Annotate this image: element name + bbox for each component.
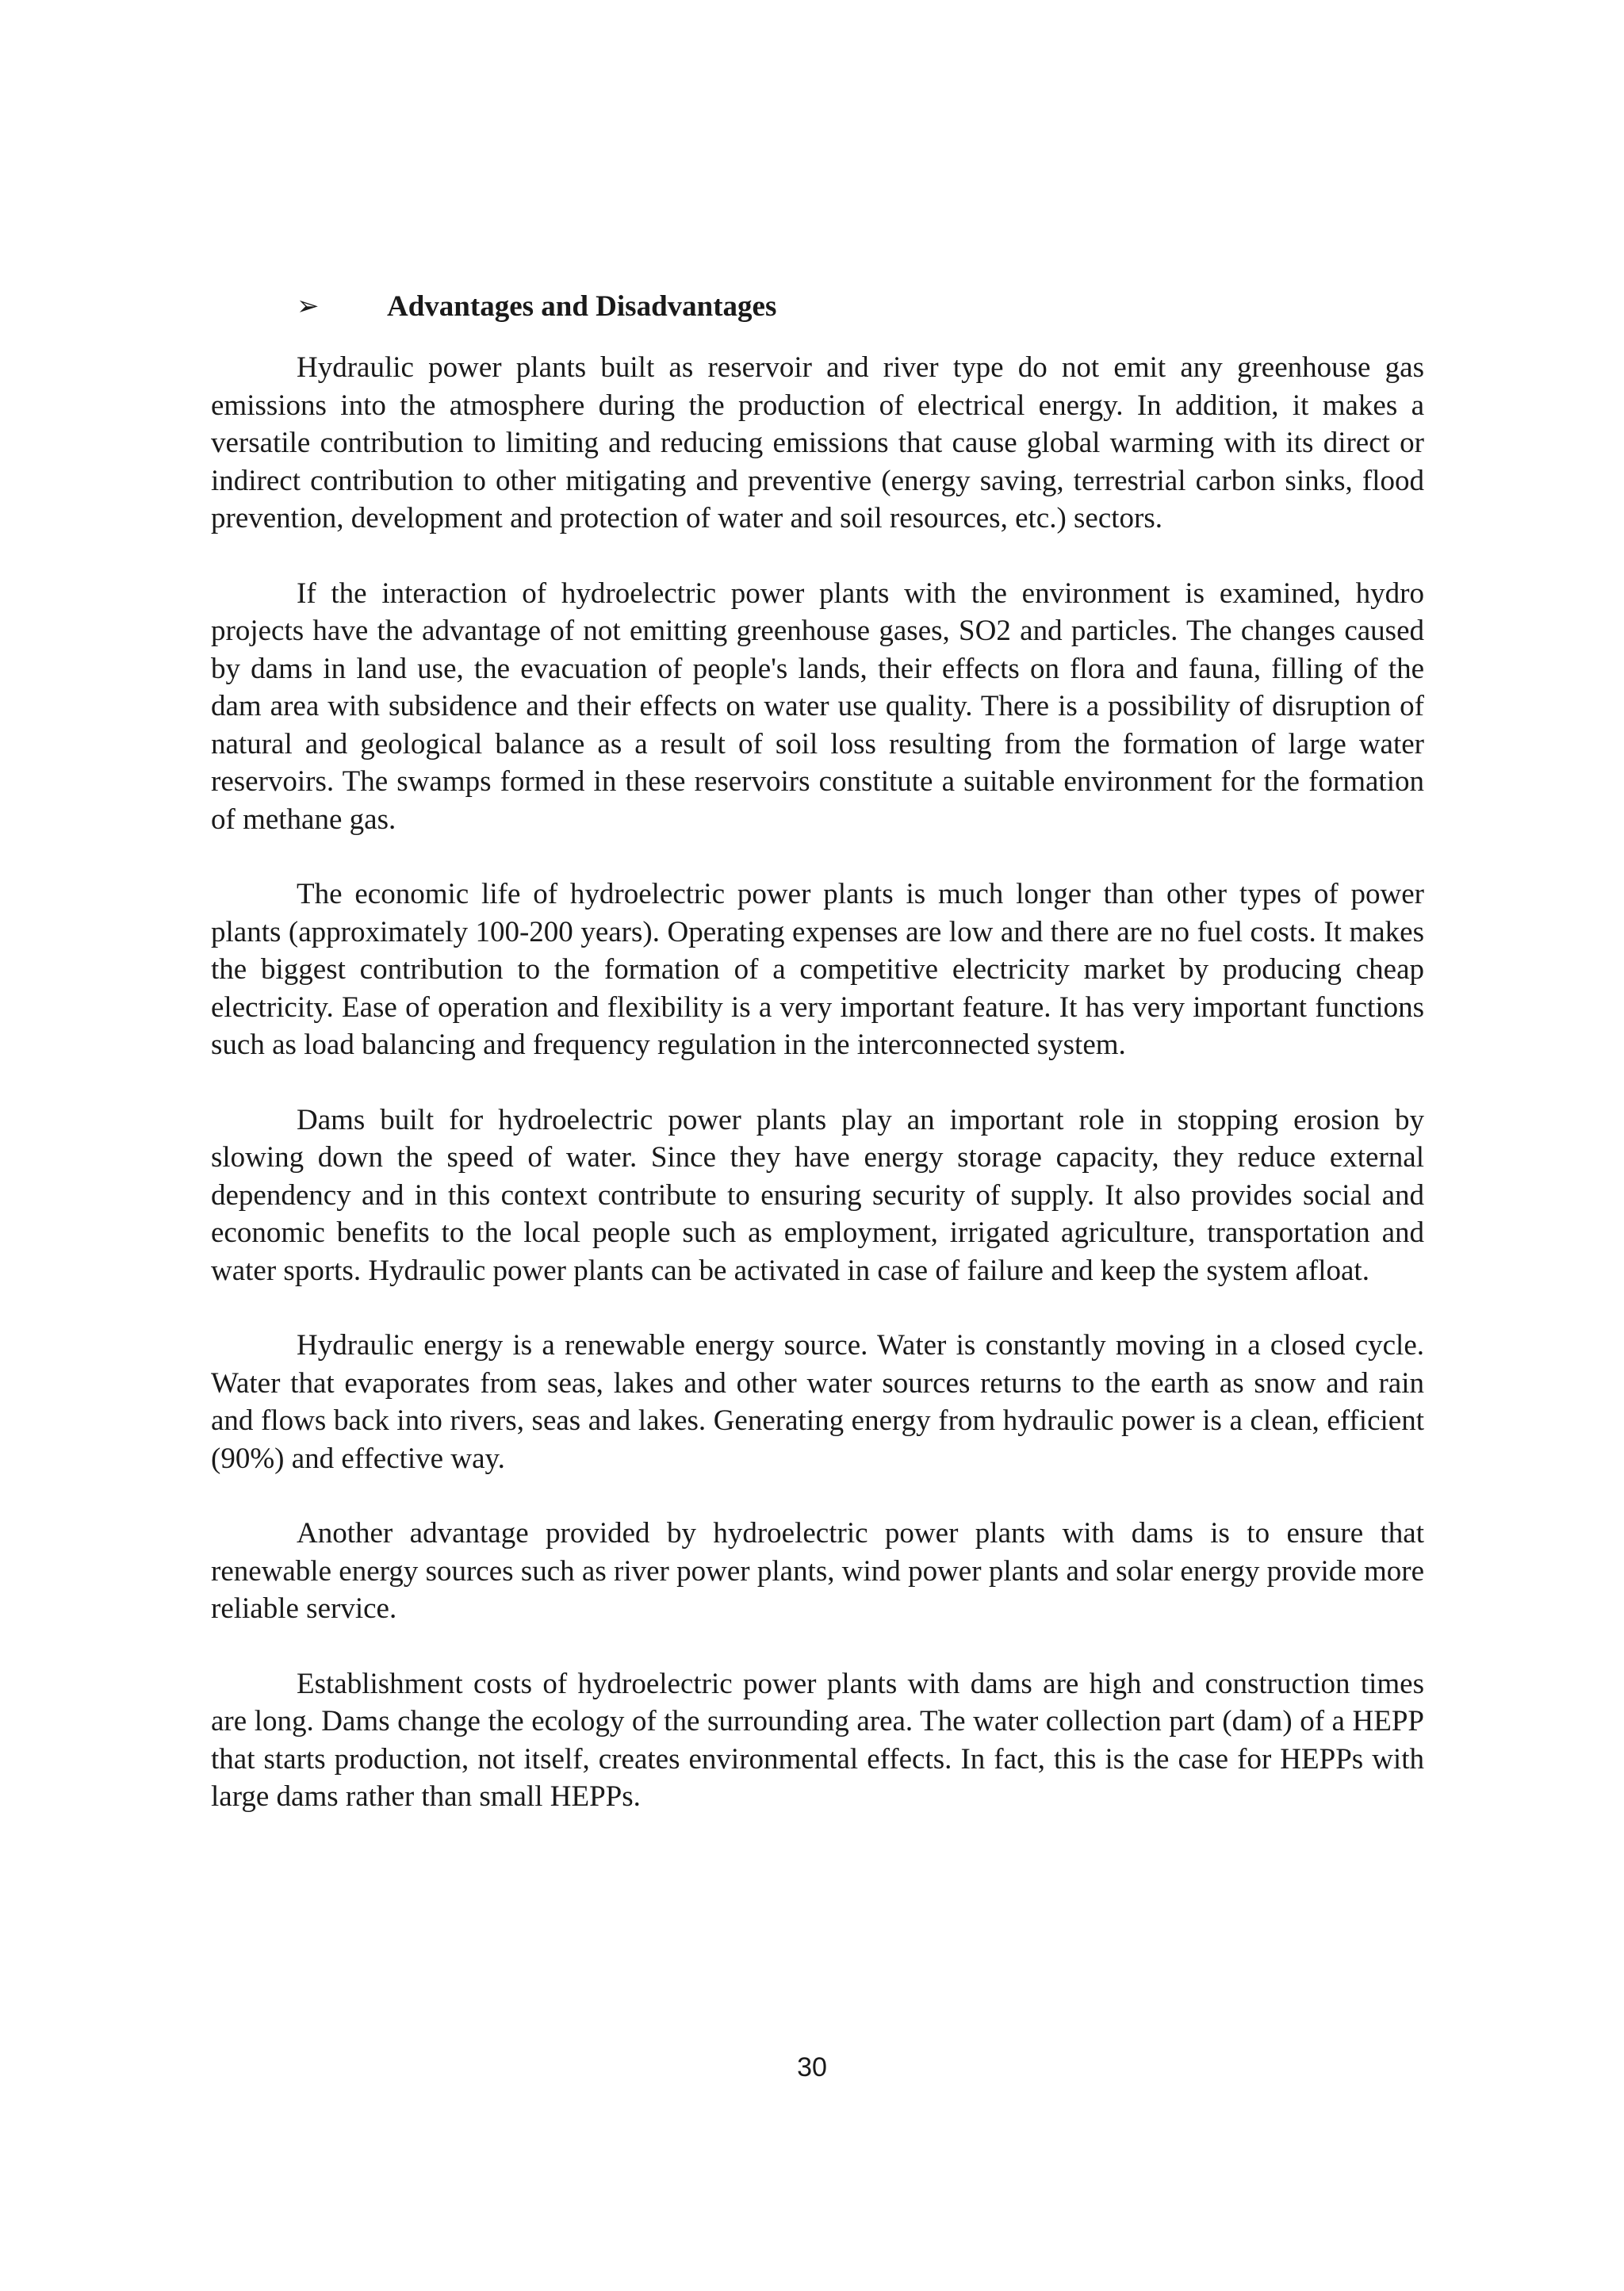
- paragraph-reliable-service: Another advantage provided by hydroelectric power plants with dams is to ensure that renewable energy sources such as river power plants, wind power plants and solar energy provide more reliable service.: [211, 1517, 1424, 1625]
- paragraph-economic-life: The economic life of hydroelectric power plants is much longer than other types of power plants (approximately 100-200 years). Operating expenses are low and there are no fuel costs. It makes the biggest contribution to the formation of a competitive electricity market by producing cheap electricity. Ease of operation and flexibility is a very important feature. It has very important functions such as load balancing and frequency regulation in the interconnected system.: [211, 878, 1424, 1061]
- paragraph-environment-interaction: If the interaction of hydroelectric power plants with the environment is examined, hydro projects have the advantage of not emitting greenhouse gases, SO2 and particles. The changes caused by dams in land use, the evacuation of people's lands, their effects on flora and fauna, filling of the dam area with subsidence and their effects on water use quality. There is a possibility of disruption of natural and geological balance as a result of soil loss resulting from the formation of large water reservoirs. The swamps formed in these reservoirs constitute a suitable environment for the formation of methane gas.: [211, 577, 1424, 836]
- page-number: 30: [797, 2052, 827, 2082]
- paragraph-greenhouse-emissions: Hydraulic power plants built as reservoir and river type do not emit any greenhouse gas emissions into the atmosphere during the production of electrical energy. In addition, it makes a versatile contribution to limiting and reducing emissions that cause global warming with its direct or indirect contribution to other mitigating and preventive (energy saving, terrestrial carbon sinks, flood prevention, development and protection of water and soil resources, etc.) sectors.: [211, 351, 1424, 534]
- section-title: Advantages and Disadvantages: [387, 289, 777, 323]
- section-heading: [211, 279, 1424, 333]
- arrow-bullet-icon: ➢: [297, 290, 320, 322]
- paragraph-renewable-energy: Hydraulic energy is a renewable energy source. Water is constantly moving in a closed cycle. Water that evaporates from seas, lakes and other water sources returns to the earth as snow and rain and flows back into rivers, seas and lakes. Generating energy from hydraulic power is a clean, efficient (90%) and effective way.: [211, 1329, 1424, 1475]
- paragraph-dams-erosion: Dams built for hydroelectric power plants play an important role in stopping erosion by slowing down the speed of water. Since they have energy storage capacity, they reduce external dependency and in this context contribute to ensuring security of supply. It also provides social and economic benefits to the local people such as employment, irrigated agriculture, transportation and water sports. Hydraulic power plants can be activated in case of failure and keep the system afloat.: [211, 1103, 1424, 1287]
- page-content: [211, 279, 1424, 1853]
- paragraph-establishment-costs: Establishment costs of hydroelectric power plants with dams are high and construction times are long. Dams change the ecology of the surrounding area. The water collection part (dam) of a HEPP that starts production, not itself, creates environmental effects. In fact, this is the case for HEPPs with large dams rather than small HEPPs.: [211, 1667, 1424, 1813]
